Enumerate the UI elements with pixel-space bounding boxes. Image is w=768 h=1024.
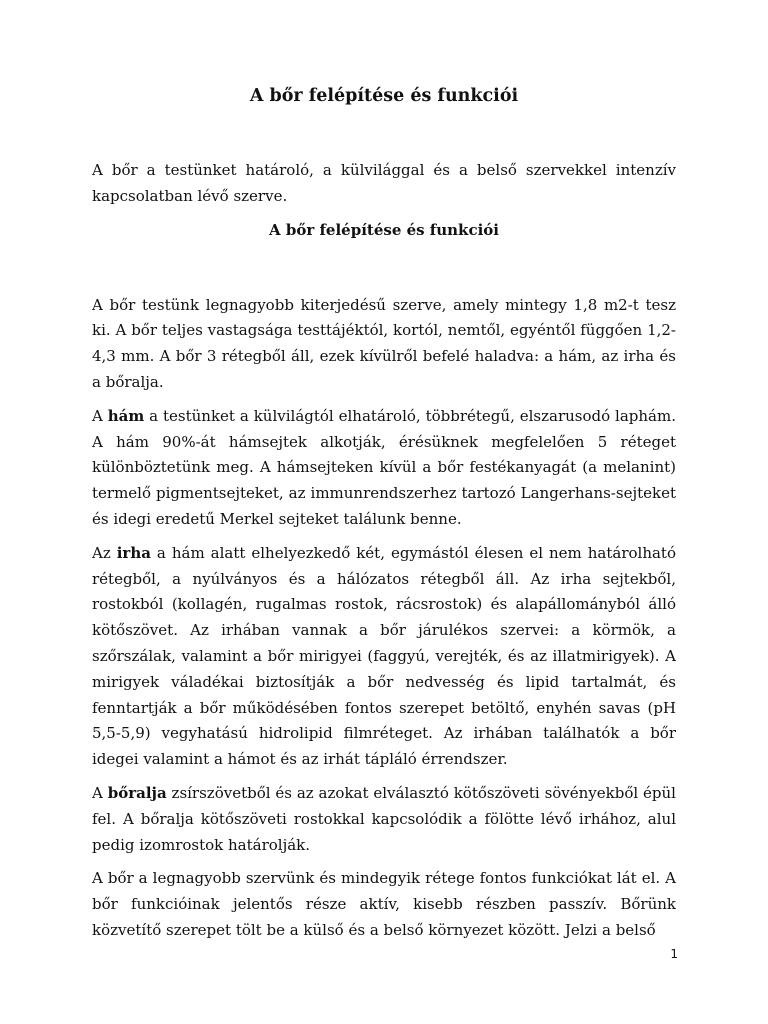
paragraph-ham bbox=[92, 404, 676, 533]
document-title: A bőr felépítése és funkciói bbox=[249, 86, 519, 106]
paragraph-irha-pre: Az bbox=[92, 543, 117, 562]
paragraph-functions: A bőr a legnagyobb szervünk és mindegyik rétege fontos funkciókat lát el. A bőr funkcióinak jelentős része aktív, kisebb részben passzív. Bőrünk közvetítő szerepet tölt be a külső és a belső környezet között. Jelzi a belső bbox=[92, 869, 676, 939]
paragraph-ham-pre: A bbox=[92, 406, 108, 425]
paragraph-irha bbox=[92, 541, 676, 773]
section-heading: A bőr felépítése és funkciói bbox=[269, 220, 499, 239]
page-number: 1 bbox=[670, 947, 678, 961]
term-boralja: bőralja bbox=[107, 783, 167, 802]
intro-paragraph: A bőr a testünket határoló, a külvilággal és a belső szervekkel intenzív kapcsolatban lévő szerve. bbox=[92, 161, 676, 205]
paragraph-boralja-pre: A bbox=[92, 783, 108, 802]
paragraph-boralja-body: zsírszövetből és az azokat elválasztó kötőszöveti sövényekből épül fel. A bőralja kötőszöveti rostokkal kapcsolódik a fölötte lévő irhához, alul pedig izomrostok határolják. bbox=[92, 783, 676, 854]
document-page bbox=[92, 82, 676, 952]
term-ham: hám bbox=[107, 406, 145, 425]
paragraph-overview: A bőr testünk legnagyobb kiterjedésű szerve, amely mintegy 1,8 m2-t tesz ki. A bőr teljes vastagsága testtájéktól, kortól, nemtől, egyéntől függően 1,2-4,3 mm. A bőr 3 rétegből áll, ezek kívülről befelé haladva: a hám, az irha és a bőralja. bbox=[92, 295, 676, 391]
term-irha: irha bbox=[116, 543, 151, 562]
paragraph-boralja bbox=[92, 781, 676, 858]
paragraph-ham-body: a testünket a külvilágtól elhatároló, többrétegű, elszarusodó laphám. A hám 90%-át hámsejtek alkotják, érésüknek megfelelően 5 réteget különböztetünk meg. A hámsejteken kívül a bőr festékanyagát (a melanint) termelő pigmentsejteket, az immunrendszerhez tartozó Langerhans-sejteket és idegi eredetű Merkel sejteket találunk benne. bbox=[92, 406, 676, 528]
paragraph-irha-body: a hám alatt elhelyezkedő két, egymástól élesen el nem határolható rétegből, a nyúlványos és a hálózatos rétegből áll. Az irha sejtekből, rostokból (kollagén, rugalmas rostok, rácsrostok) és alapállományból álló kötőszövet. Az irhában vannak a bőr járulékos szervei: a körmök, a szőrszálak, valamint a bőr mirigyei (faggyú, verejték, és az illatmirigyek). A mirigyek váladékai biztosítják a bőr nedvesség és lipid tartalmát, és fenntartják a bőr működésében fontos szerepet betöltő, enyhén savas (pH 5,5-5,9) vegyhatású hidrolipid filmréteget. Az irhában találhatók a bőr idegei valamint a hámot és az irhát tápláló érrendszer. bbox=[92, 543, 676, 769]
